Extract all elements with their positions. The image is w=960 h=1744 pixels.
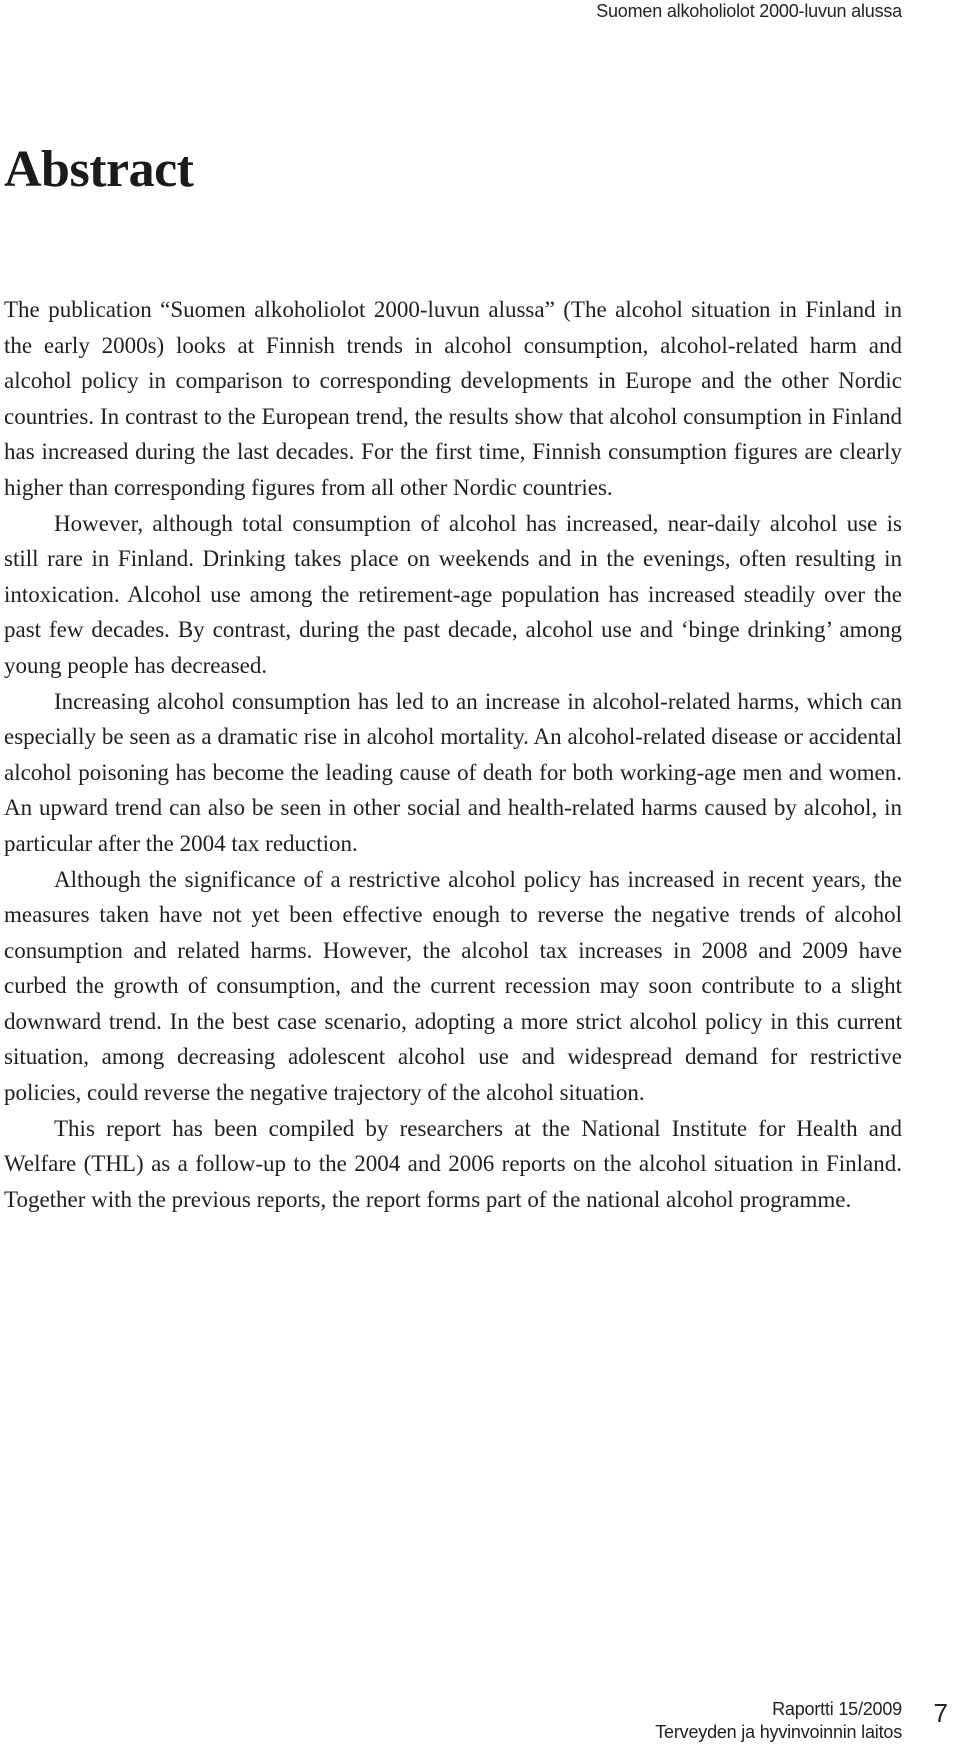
page-footer <box>655 1698 902 1744</box>
page-title: Abstract <box>4 141 194 198</box>
abstract-paragraph-3: Increasing alcohol consumption has led to an increase in alcohol-related harms, which can especially be seen as a dramatic rise in alcohol mortality. An alcohol-related disease or accidental alcohol poisoning has become the leading cause of death for both working-age men and women. An upward trend can also be seen in other social and health-related harms caused by alcohol, in particular after the 2004 tax reduction. <box>4 688 902 856</box>
abstract-paragraph-2: However, although total consumption of alcohol has increased, near-daily alcohol use is still rare in Finland. Drinking takes place on weekends and in the evenings, often resulting in intoxication. Alcohol use among the retirement-age population has increased steadily over the past few decades. By contrast, during the past decade, alcohol use and ‘binge drinking’ among young people has decreased. <box>4 510 902 678</box>
abstract-body <box>4 292 902 1217</box>
abstract-paragraph-1: The publication “Suomen alkoholiolot 2000-luvun alussa” (The alcohol situation in Finland in the early 2000s) looks at Finnish trends in alcohol consumption, alcohol-related harm and alcohol policy in comparison to corresponding developments in Europe and the other Nordic countries. In contrast to the European trend, the results show that alcohol consumption in Finland has increased during the last decades. For the first time, Finnish consumption figures are clearly higher than corresponding figures from all other Nordic countries. <box>4 297 902 500</box>
publisher-name: Terveyden ja hyvinvoinnin laitos <box>655 1722 902 1742</box>
report-number: Raportti 15/2009 <box>772 1699 902 1719</box>
abstract-paragraph-4: Although the significance of a restrictive alcohol policy has increased in recent years, the measures taken have not yet been effective enough to reverse the negative trends of alcohol consumption and related harms. However, the alcohol tax increases in 2008 and 2009 have curbed the growth of consumption, and the current recession may soon contribute to a slight downward trend. In the best case scenario, adopting a more strict alcohol policy in this current situation, among decreasing adolescent alcohol use and widespread demand for restrictive policies, could reverse the negative trajectory of the alcohol situation. <box>4 866 902 1106</box>
running-header: Suomen alkoholiolot 2000-luvun alussa <box>596 1 902 21</box>
page-number: 7 <box>933 1698 948 1728</box>
abstract-paragraph-5: This report has been compiled by researchers at the National Institute for Health and Welfare (THL) as a follow-up to the 2004 and 2006 reports on the alcohol situation in Finland. Together with the previous reports, the report forms part of the national alcohol programme. <box>4 1115 902 1212</box>
